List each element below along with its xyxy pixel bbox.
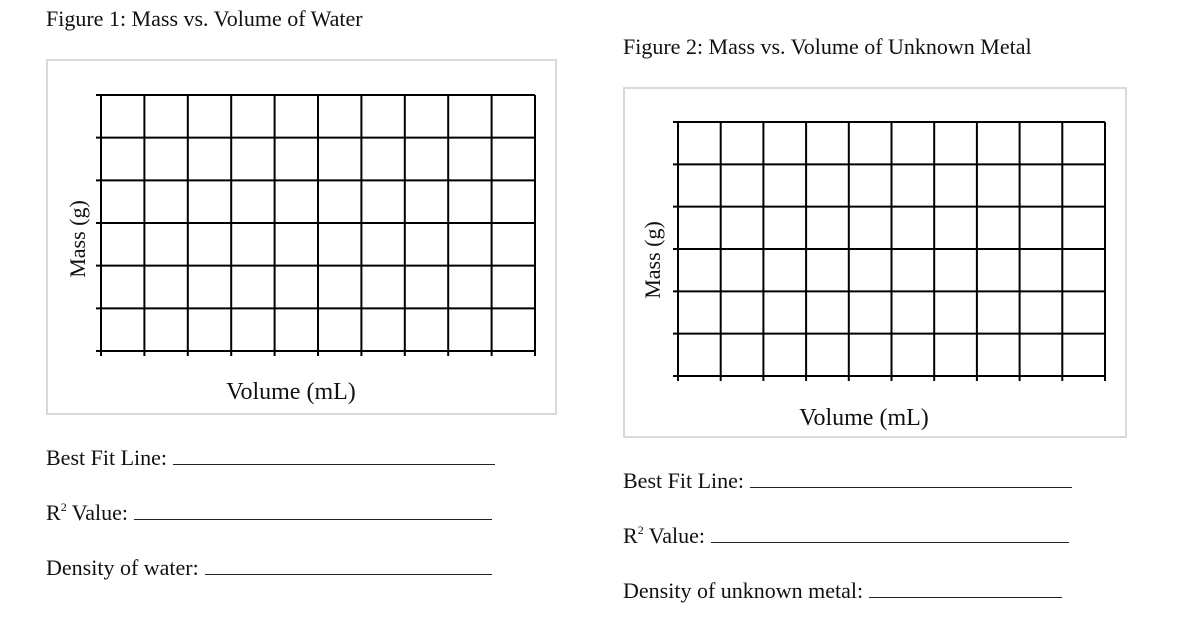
figure1-density-field xyxy=(46,554,492,581)
figure1-best-fit-blank[interactable] xyxy=(173,444,495,465)
figure1-title: Figure 1: Mass vs. Volume of Water xyxy=(46,6,363,31)
figure2-density-field xyxy=(623,577,1062,604)
figure2-best-fit-blank[interactable] xyxy=(750,467,1072,488)
figure2-grid xyxy=(625,89,1129,440)
figure2-chart xyxy=(623,87,1127,438)
figure1-x-axis-label: Volume (mL) xyxy=(226,379,356,405)
figure1-r2-sup: 2 xyxy=(60,500,67,514)
figure1-density-blank[interactable] xyxy=(205,554,492,575)
figure2-r2-label: Value: xyxy=(643,523,705,548)
figure2-best-fit-label: Best Fit Line: xyxy=(623,468,744,493)
figure1-r2-label: Value: xyxy=(66,500,128,525)
figure2-density-blank[interactable] xyxy=(869,577,1062,598)
figure1-r2-blank[interactable] xyxy=(134,499,492,520)
figure1-r2-field xyxy=(46,499,492,526)
figure1-density-label: Density of water: xyxy=(46,555,199,580)
figure1-grid xyxy=(48,61,559,417)
figure1-best-fit-field xyxy=(46,444,495,471)
figure2-y-axis-label: Mass (g) xyxy=(640,221,665,299)
figure1-best-fit-label: Best Fit Line: xyxy=(46,445,167,470)
figure1-y-axis-label: Mass (g) xyxy=(65,200,90,278)
figure1-chart xyxy=(46,59,557,415)
figure1-r2-r: R xyxy=(46,500,61,525)
figure2-r2-blank[interactable] xyxy=(711,522,1069,543)
figure2-best-fit-field xyxy=(623,467,1072,494)
figure2-r2-sup: 2 xyxy=(637,523,644,537)
figure2-title: Figure 2: Mass vs. Volume of Unknown Metal xyxy=(623,34,1032,59)
figure2-density-label: Density of unknown metal: xyxy=(623,578,864,603)
figure2-r2-field xyxy=(623,522,1069,549)
figure2-x-axis-label: Volume (mL) xyxy=(799,405,929,431)
figure2-r2-r: R xyxy=(623,523,638,548)
